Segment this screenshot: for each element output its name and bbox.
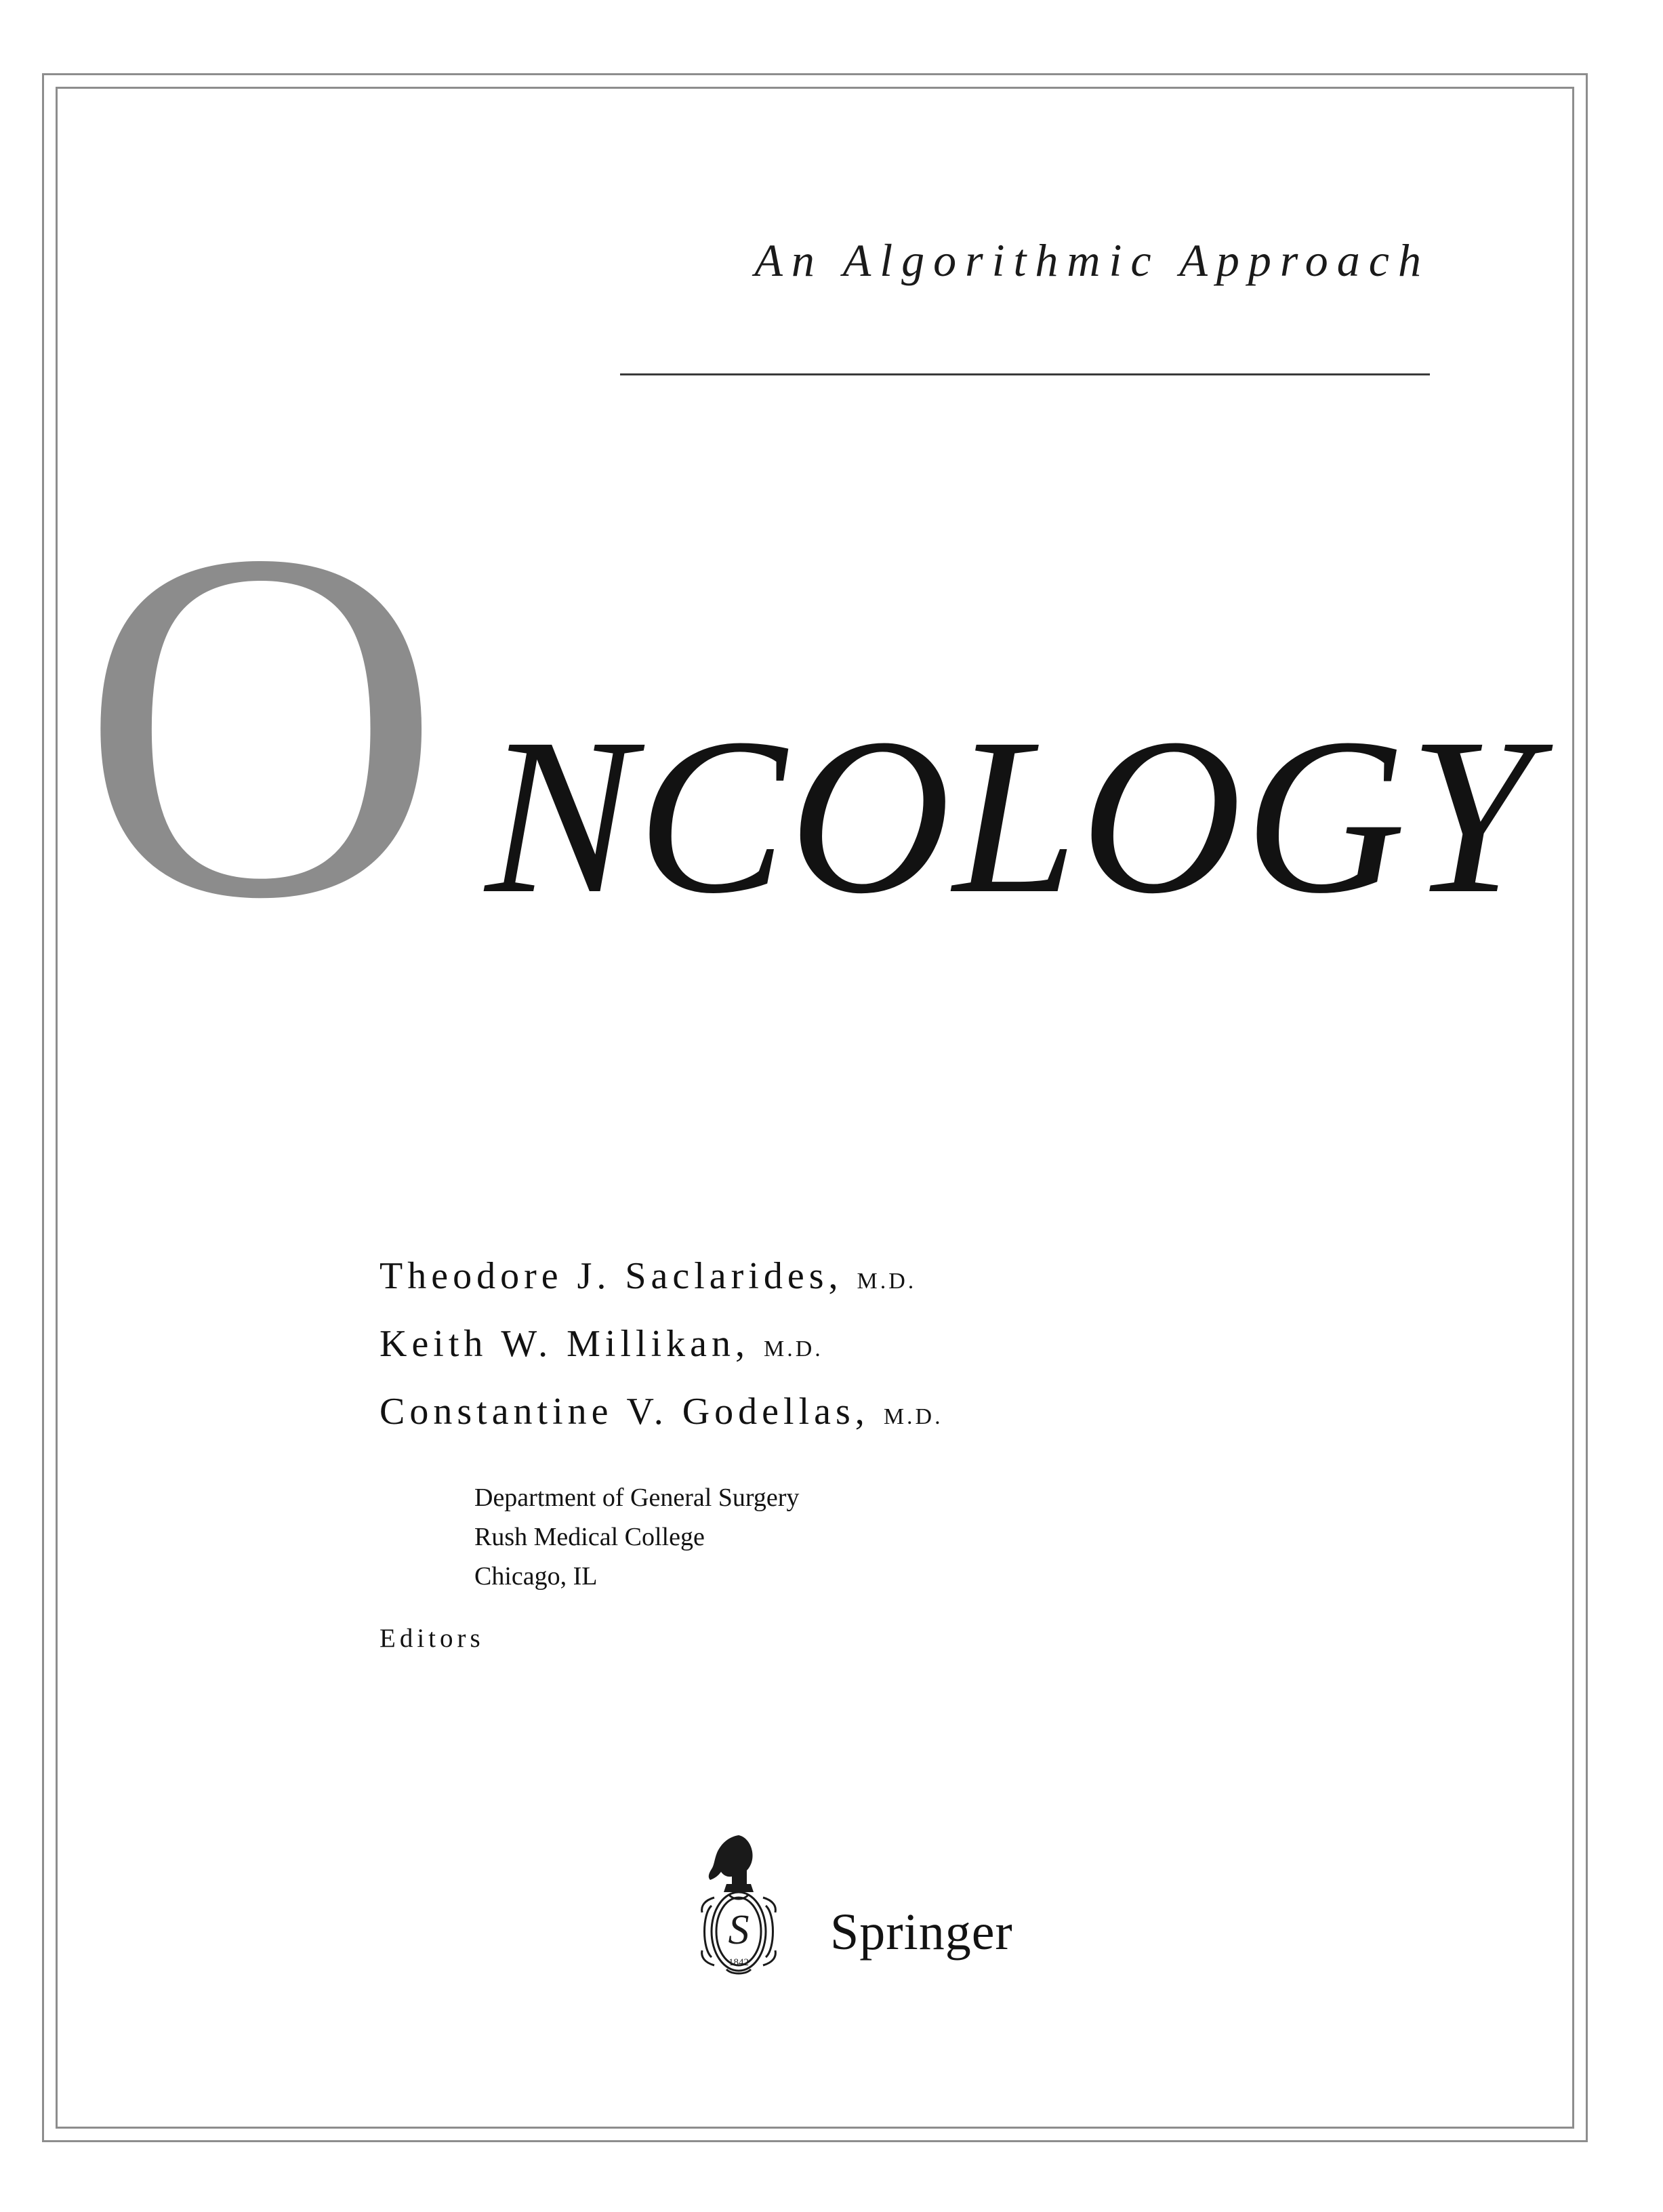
editor-degree: M.D. [883, 1404, 943, 1429]
editor-list [379, 1257, 1532, 1460]
springer-knight-logo-icon [684, 1830, 793, 1986]
publisher-name: Springer [830, 1904, 1013, 1961]
affiliation-block [474, 1479, 799, 1596]
editor-name: Keith W. Millikan, [379, 1323, 750, 1365]
affiliation-institution: Rush Medical College [474, 1522, 705, 1551]
springer-logo-year: 1842 [728, 1957, 749, 1968]
affiliation-city: Chicago, IL [474, 1561, 598, 1591]
editor-entry [379, 1325, 1532, 1363]
publisher-block [684, 1830, 1159, 1999]
editor-entry [379, 1257, 1532, 1295]
editor-entry [379, 1393, 1532, 1431]
editor-name: Theodore J. Saclarides, [379, 1255, 843, 1297]
book-title [0, 447, 1536, 1030]
book-subtitle: An Algorithmic Approach [754, 234, 1430, 286]
book-title-dropcap: O [80, 447, 443, 1002]
editors-label: Editors [379, 1624, 485, 1653]
editor-degree: M.D. [857, 1269, 917, 1294]
subtitle-divider [620, 373, 1430, 375]
editor-degree: M.D. [764, 1336, 823, 1361]
book-title-remainder: NCOLOGY [485, 693, 1536, 940]
editor-name: Constantine V. Godellas, [379, 1391, 869, 1433]
svg-text:S: S [728, 1907, 750, 1953]
affiliation-department: Department of General Surgery [474, 1483, 800, 1512]
